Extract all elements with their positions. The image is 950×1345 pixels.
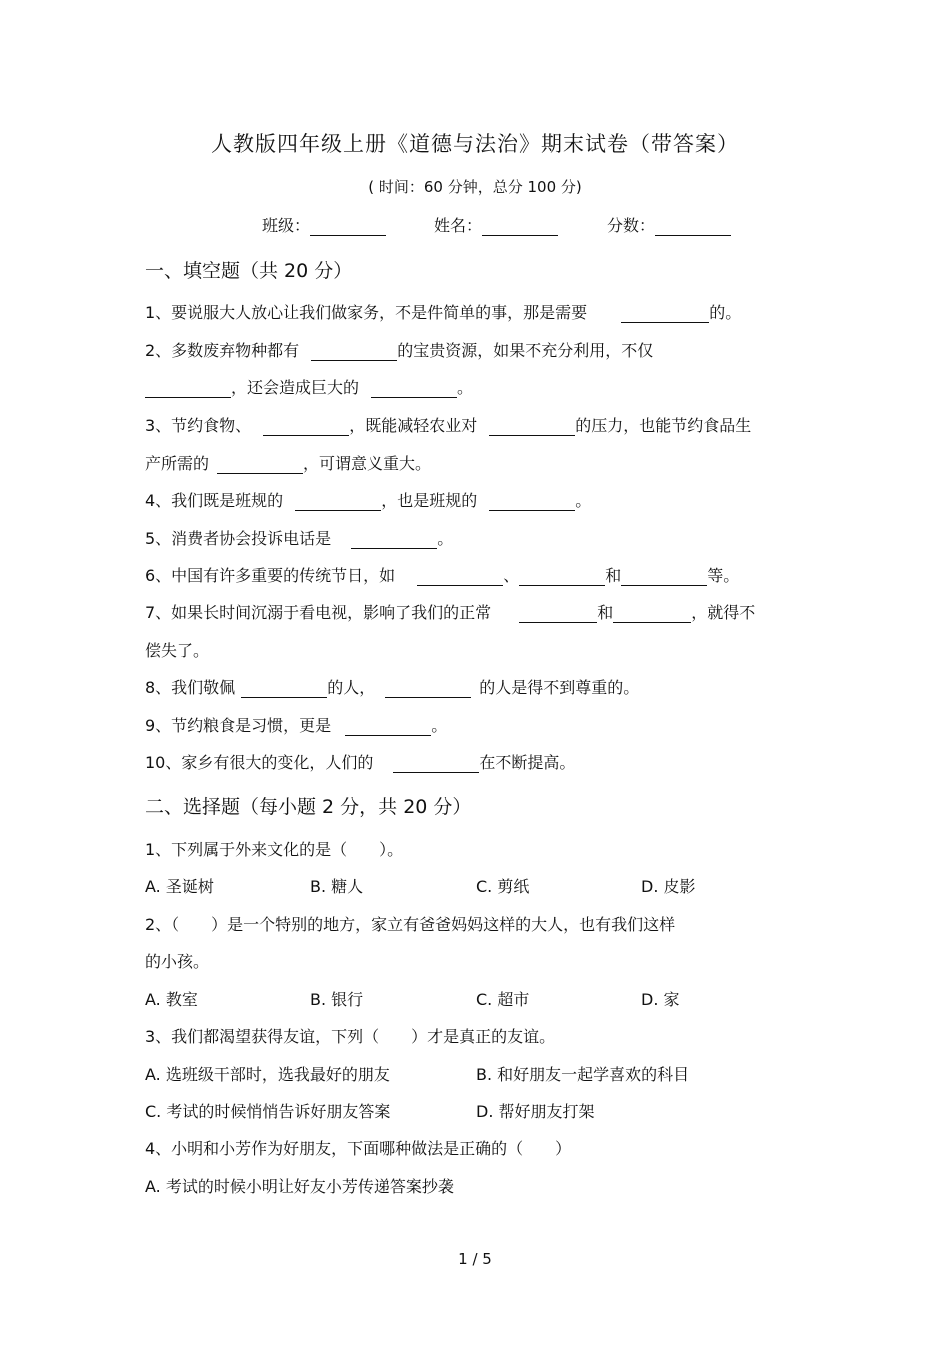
fill-question-7 [145,600,755,623]
answer-blank[interactable] [295,493,381,511]
answer-blank[interactable] [489,493,575,511]
fill-question-9 [145,713,447,736]
answer-blank[interactable] [345,718,431,736]
choice-option-a[interactable]: A. 考试的时候小明让好友小芳传递答案抄袭 [145,1177,454,1196]
answer-blank[interactable] [519,605,597,623]
choice-option-b[interactable]: B. 和好朋友一起学喜欢的科目 [476,1065,690,1084]
question-text: 2、多数废弃物种都有 [145,341,300,360]
fill-question-1 [145,300,741,323]
fill-question-2 [145,338,653,361]
question-text: ，就得不 [691,603,756,622]
answer-blank[interactable] [263,418,349,436]
answer-blank[interactable] [385,680,471,698]
name-field [434,213,558,236]
answer-blank[interactable] [241,680,327,698]
question-text: 的人是得不到尊重的。 [479,678,640,697]
question-text: 的压力，也能节约食品生 [575,416,752,435]
choice-option-c[interactable]: C. 剪纸 [476,877,530,896]
question-text: ，还会造成巨大的 [231,378,360,397]
choice-option-a[interactable]: A. 教室 [145,990,198,1009]
fill-question-3 [145,413,751,436]
choice-option-d[interactable]: D. 家 [641,990,680,1009]
fill-question-2-cont [145,375,473,398]
question-text: 偿失了。 [145,641,210,660]
page-title: 人教版四年级上册《道德与法治》期末试卷（带答案） [211,132,739,156]
question-text: 。 [457,378,474,397]
fill-question-8 [145,675,639,698]
score-field [607,213,731,236]
question-text: ，可谓意义重大。 [303,454,432,473]
fill-question-3-cont [145,451,431,474]
question-text: 产所需的 [145,454,210,473]
name-label: 姓名： [434,216,483,235]
question-text: 和 [597,603,614,622]
answer-blank[interactable] [351,531,437,549]
score-label: 分数： [607,216,656,235]
name-blank[interactable] [482,217,558,236]
question-text: 10、家乡有很大的变化，人们的 [145,753,374,772]
question-text: ，既能减轻农业对 [349,416,478,435]
answer-blank[interactable] [613,605,691,623]
choice-option-b[interactable]: B. 银行 [310,990,364,1009]
question-text: 6、中国有许多重要的传统节日，如 [145,566,396,585]
choice-option-c[interactable]: C. 考试的时候悄悄告诉好朋友答案 [145,1102,391,1121]
section1-heading: 一、填空题（共 20 分） [145,260,353,282]
question-text: 7、如果长时间沉溺于看电视，影响了我们的正常 [145,603,492,622]
choice-question-3: 3、我们都渴望获得友谊，下列（ ）才是真正的友谊。 [145,1027,556,1046]
question-text: 3、节约食物、 [145,416,252,435]
section2-heading: 二、选择题（每小题 2 分，共 20 分） [145,796,472,818]
answer-blank[interactable] [621,568,707,586]
answer-blank[interactable] [621,305,709,323]
choice-option-a[interactable]: A. 圣诞树 [145,877,214,896]
fill-question-4 [145,488,591,511]
question-text: 等。 [707,566,740,585]
answer-blank[interactable] [519,568,605,586]
question-text: 、 [503,566,520,585]
question-text: 的。 [709,303,742,322]
fill-question-10 [145,750,575,773]
answer-blank[interactable] [217,456,303,474]
answer-blank[interactable] [311,343,397,361]
choice-option-c[interactable]: C. 超市 [476,990,530,1009]
choice-option-a[interactable]: A. 选班级干部时，选我最好的朋友 [145,1065,390,1084]
score-blank[interactable] [655,217,731,236]
choice-option-d[interactable]: D. 皮影 [641,877,696,896]
exam-subtitle: ( 时间：60 分钟，总分 100 分) [368,178,582,196]
answer-blank[interactable] [145,380,231,398]
question-text: 。 [437,529,454,548]
choice-question-2-cont: 的小孩。 [145,952,210,971]
choice-option-d[interactable]: D. 帮好朋友打架 [476,1102,595,1121]
class-blank[interactable] [310,217,386,236]
choice-question-2: 2、（ ）是一个特别的地方，家立有爸爸妈妈这样的大人，也有我们这样 [145,915,676,934]
class-field [262,213,386,236]
question-text: 8、我们敬佩 [145,678,236,697]
fill-question-6 [145,563,739,586]
answer-blank[interactable] [417,568,503,586]
class-label: 班级： [262,216,311,235]
answer-blank[interactable] [393,755,479,773]
question-text: 。 [575,491,592,510]
choice-question-1: 1、下列属于外来文化的是（ ）。 [145,840,404,859]
question-text: 4、我们既是班规的 [145,491,284,510]
question-text: 9、节约粮食是习惯，更是 [145,716,332,735]
choice-option-b[interactable]: B. 糖人 [310,877,364,896]
answer-blank[interactable] [371,380,457,398]
question-text: 5、消费者协会投诉电话是 [145,529,332,548]
question-text: 在不断提高。 [479,753,576,772]
page-number: 1 / 5 [458,1250,492,1268]
answer-blank[interactable] [489,418,575,436]
question-text: 1、要说服大人放心让我们做家务，不是件简单的事，那是需要 [145,303,588,322]
choice-question-4: 4、小明和小芳作为好朋友，下面哪种做法是正确的（ ） [145,1139,572,1158]
question-text: 和 [605,566,622,585]
question-text: 的宝贵资源，如果不充分利用，不仅 [397,341,654,360]
fill-question-5 [145,526,453,549]
question-text: 。 [431,716,448,735]
question-text: 的人， [327,678,376,697]
question-text: ，也是班规的 [381,491,478,510]
fill-question-7-cont [145,638,209,661]
